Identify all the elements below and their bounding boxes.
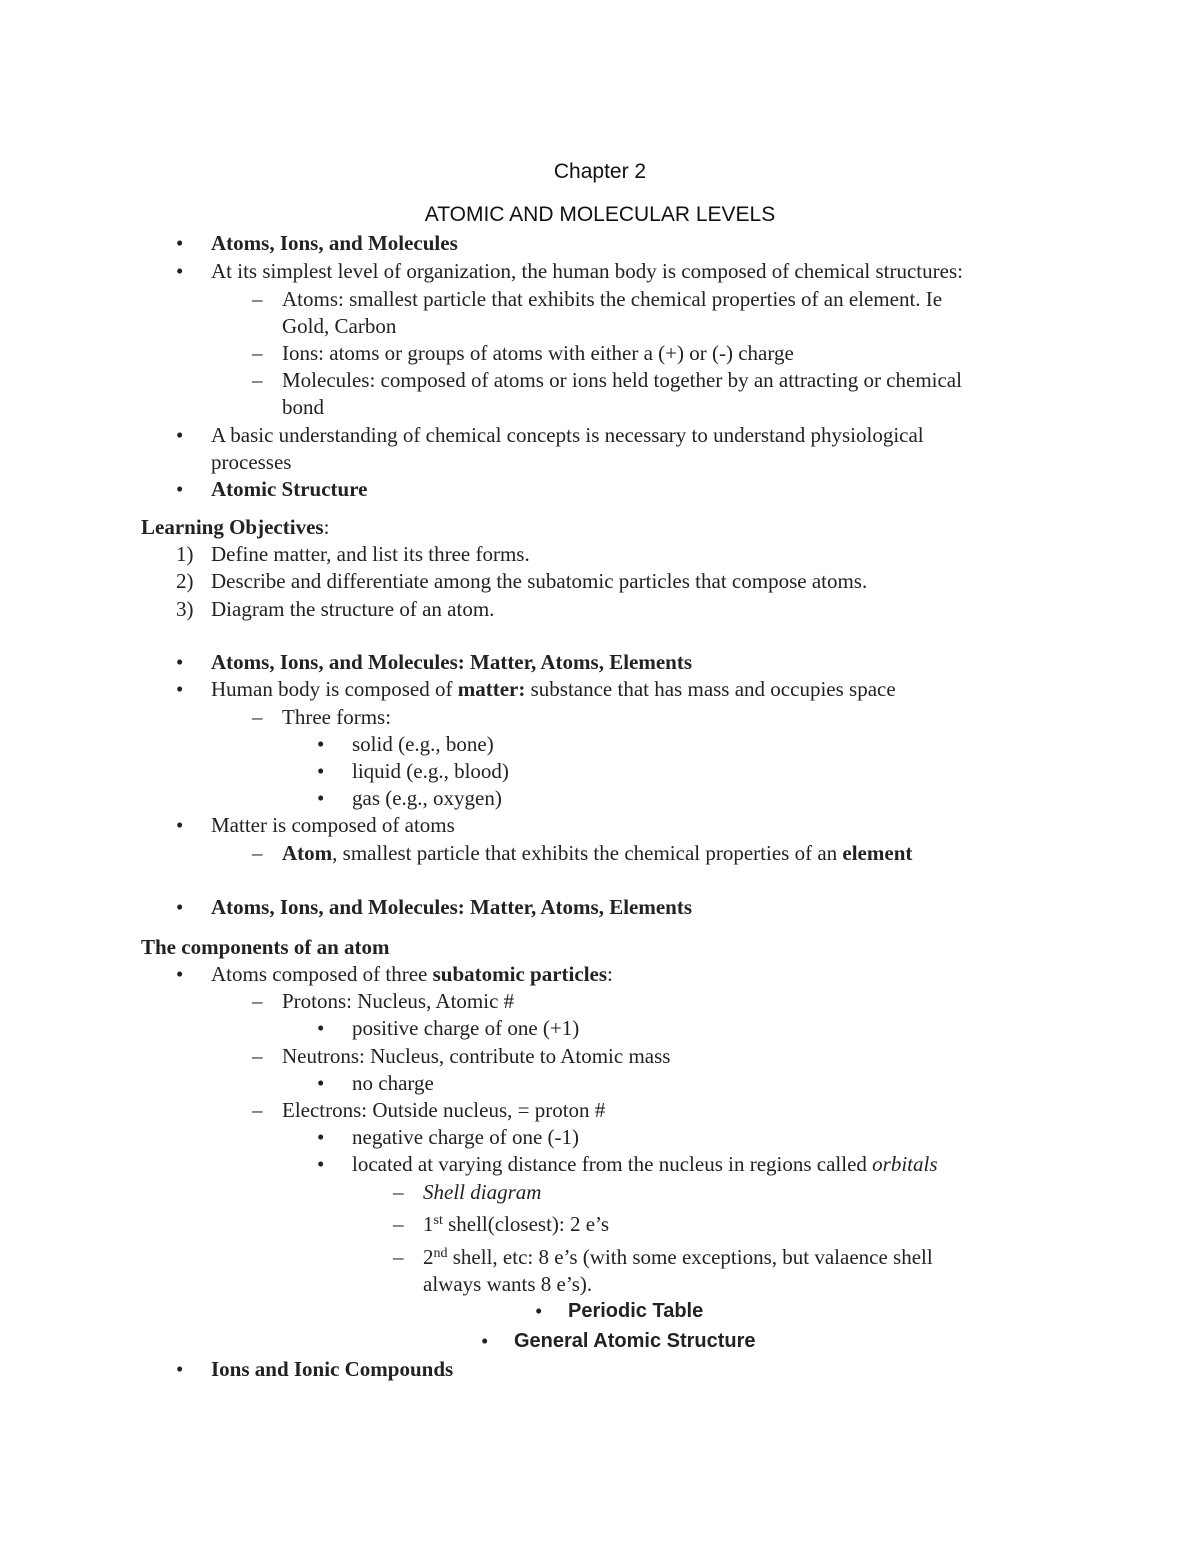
sub-atoms-line-1: Atoms: smallest particle that exhibits the chemical properties of an element. Ie (282, 287, 943, 311)
bullet-marker: • (176, 1357, 184, 1381)
bullet-marker: • (317, 759, 325, 783)
first-shell-text: shell(closest): 2 e’s (442, 1212, 610, 1236)
second-shell (423, 1244, 933, 1271)
learning-objectives-label: Learning Objectives (141, 515, 324, 539)
bullet-marker: • (317, 1125, 325, 1149)
chapter-heading: Chapter 2 (553, 160, 647, 183)
bullet-marker: • (176, 677, 184, 701)
second-shell-sup: nd (433, 1246, 448, 1261)
dash-marker: – (393, 1180, 404, 1204)
dash-marker: – (252, 705, 263, 729)
dash-marker: – (252, 1098, 263, 1122)
second-shell-num: 2 (423, 1245, 434, 1269)
periodic-table: Periodic Table (568, 1300, 704, 1322)
bullet-basic-understanding-1: A basic understanding of chemical concepts is necessary to understand physiological (211, 423, 924, 447)
objective-item: Diagram the structure of an atom. (211, 597, 495, 621)
matter-pre: Human body is composed of (211, 677, 458, 701)
learning-objectives-heading (141, 514, 329, 541)
dash-marker: – (252, 287, 263, 311)
second-shell-line-2: always wants 8 e’s). (423, 1272, 593, 1296)
first-shell (423, 1211, 609, 1238)
document-title: ATOMIC AND MOLECULAR LEVELS (424, 203, 776, 226)
matter-term: matter: (457, 677, 526, 701)
electrons-orbitals (352, 1151, 938, 1178)
dash-marker: – (252, 368, 263, 392)
element-term: element (842, 841, 913, 865)
sub-molecules-line-1: Molecules: composed of atoms or ions held together by an attracting or chemical (282, 368, 962, 392)
bullet-marker: • (317, 1152, 325, 1176)
bullet-marker: • (317, 786, 325, 810)
protons-charge: positive charge of one (+1) (352, 1016, 580, 1040)
sub-three-forms: Three forms: (282, 705, 392, 729)
form-liquid: liquid (e.g., blood) (352, 759, 509, 783)
second-shell-text: shell, etc: 8 e’s (with some exceptions, but valaence shell (447, 1245, 933, 1269)
general-atomic-structure: General Atomic Structure (514, 1330, 756, 1352)
bullet-marker: • (317, 1071, 325, 1095)
electrons-charge: negative charge of one (-1) (352, 1125, 580, 1149)
subatomic-term: subatomic particles (432, 962, 608, 986)
atom-term: Atom (282, 841, 333, 865)
dash-marker: – (252, 341, 263, 365)
dash-marker: – (252, 841, 263, 865)
bullet-marker: • (176, 423, 184, 447)
bullet-marker: • (176, 962, 184, 986)
bullet-marker: • (176, 650, 184, 674)
sub-neutrons: Neutrons: Nucleus, contribute to Atomic mass (282, 1044, 671, 1068)
bullet-marker: • (317, 1016, 325, 1040)
objective-number: 3) (176, 597, 194, 621)
sub-molecules-line-2: bond (282, 395, 324, 419)
objective-item: Define matter, and list its three forms. (211, 542, 530, 566)
bullet-subatomic-particles (211, 961, 613, 988)
dash-marker: – (393, 1245, 404, 1269)
objective-number: 1) (176, 542, 194, 566)
form-solid: solid (e.g., bone) (352, 732, 494, 756)
sub-protons: Protons: Nucleus, Atomic # (282, 989, 515, 1013)
subatomic-pre: Atoms composed of three (211, 962, 433, 986)
sub-atoms-line-2: Gold, Carbon (282, 314, 397, 338)
first-shell-sup: st (433, 1213, 443, 1228)
form-gas: gas (e.g., oxygen) (352, 786, 502, 810)
objective-number: 2) (176, 569, 194, 593)
learning-objectives-colon: : (323, 515, 330, 539)
bullet-marker: • (535, 1299, 543, 1323)
neutrons-charge: no charge (352, 1071, 434, 1095)
components-heading: The components of an atom (141, 935, 390, 959)
matter-definition: substance that has mass and occupies space (525, 677, 896, 701)
bullet-basic-understanding-2: processes (211, 450, 292, 474)
dash-marker: – (252, 1044, 263, 1068)
bullet-marker: • (176, 895, 184, 919)
dash-marker: – (252, 989, 263, 1013)
bullet-marker: • (176, 259, 184, 283)
bullet-human-body-matter (211, 676, 896, 703)
bullet-marker: • (176, 231, 184, 255)
bullet-marker: • (317, 732, 325, 756)
atom-definition: , smallest particle that exhibits the chemical properties of an (332, 841, 843, 865)
orbitals-term: orbitals (872, 1152, 938, 1176)
bullet-matter-composed: Matter is composed of atoms (211, 813, 455, 837)
sub-ions: Ions: atoms or groups of atoms with either a (+) or (-) charge (282, 341, 794, 365)
orbitals-pre: located at varying distance from the nucleus in regions called (352, 1152, 873, 1176)
sub-electrons: Electrons: Outside nucleus, = proton # (282, 1098, 606, 1122)
subatomic-post: : (607, 962, 613, 986)
shell-diagram: Shell diagram (423, 1180, 542, 1204)
bullet-atomic-structure: Atomic Structure (211, 477, 368, 501)
bullet-marker: • (176, 813, 184, 837)
first-shell-num: 1 (423, 1212, 434, 1236)
bullet-matter-atoms-elements: Atoms, Ions, and Molecules: Matter, Atoms, Elements (211, 650, 693, 674)
dash-marker: – (393, 1212, 404, 1236)
objective-item: Describe and differentiate among the subatomic particles that compose atoms. (211, 569, 868, 593)
sub-atom-definition (282, 840, 912, 867)
bullet-ions-ionic-compounds: Ions and Ionic Compounds (211, 1357, 454, 1381)
bullet-simplest-level: At its simplest level of organization, the human body is composed of chemical structures: (211, 259, 963, 283)
bullet-matter-atoms-elements-2: Atoms, Ions, and Molecules: Matter, Atoms, Elements (211, 895, 693, 919)
bullet-marker: • (176, 477, 184, 501)
bullet-atoms-ions-molecules: Atoms, Ions, and Molecules (211, 231, 458, 255)
bullet-marker: • (481, 1329, 489, 1353)
